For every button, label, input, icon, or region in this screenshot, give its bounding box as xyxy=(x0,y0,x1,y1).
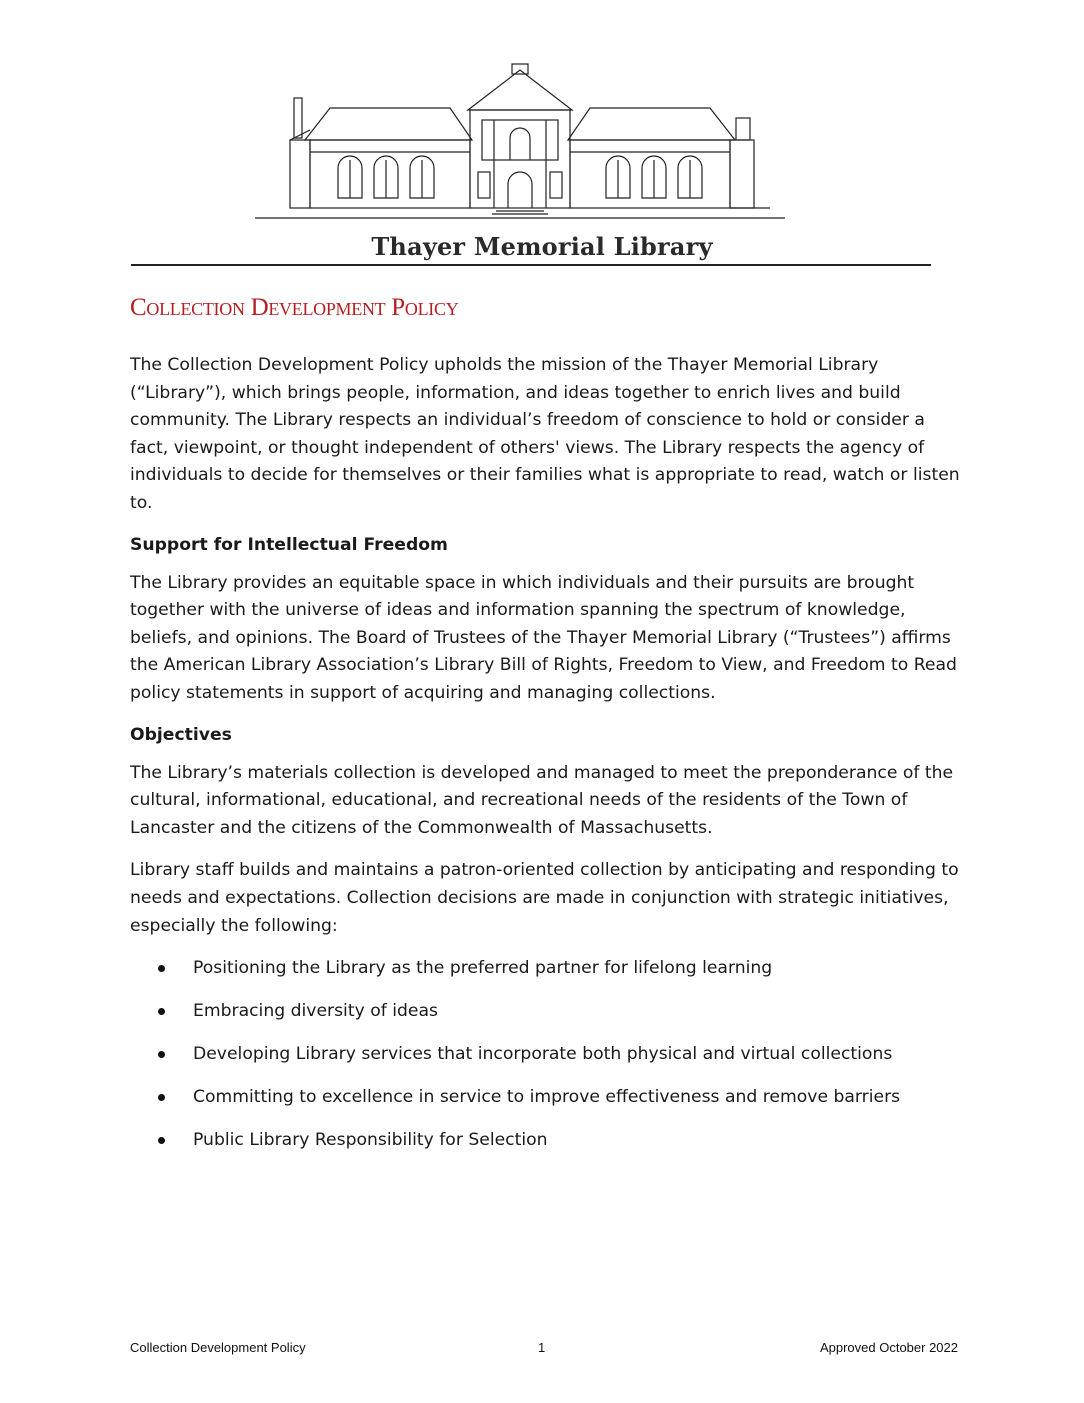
initiatives-list xyxy=(130,955,960,1155)
list-item xyxy=(130,955,960,983)
library-name: Thayer Memorial Library xyxy=(371,232,713,261)
list-item xyxy=(130,998,960,1026)
footer-approval-date: Approved October 2022 xyxy=(819,1340,958,1355)
list-item-text: Committing to excellence in service to improve effectiveness and remove barriers xyxy=(193,1087,901,1108)
bullet-icon xyxy=(158,1008,165,1015)
list-item-text: Developing Library services that incorporate both physical and virtual collections xyxy=(193,1044,893,1065)
library-building-illustration xyxy=(250,60,790,230)
footer-document-name: Collection Development Policy xyxy=(130,1340,306,1355)
intro-paragraph: The Collection Development Policy upholds the mission of the Thayer Memorial Library (“Library”), which brings people, information, and ideas together to enrich lives and build community. The Library respects an individual’s freedom of conscience to hold or consider a fact, viewpoint, or thought independent of others' views. The Library respects the agency of individuals to decide for themselves or their families what is appropriate to read, watch or listen to. xyxy=(130,355,960,513)
document-body xyxy=(130,352,960,1171)
footer-page-number: 1 xyxy=(538,1340,546,1355)
bullet-icon xyxy=(158,965,165,972)
bullet-icon xyxy=(158,1137,165,1144)
bullet-icon xyxy=(158,1051,165,1058)
section-paragraph: The Library’s materials collection is developed and managed to meet the preponderance of the cultural, informational, educational, and recreational needs of the residents of the Town of Lancaster and the citizens of the Commonwealth of Massachusetts. xyxy=(130,762,954,838)
bullet-icon xyxy=(158,1094,165,1101)
list-item xyxy=(130,1127,960,1155)
list-item xyxy=(130,1084,960,1112)
section-paragraph: Library staff builds and maintains a patron-oriented collection by anticipating and responding to needs and expectations. Collection decisions are made in conjunction with strategic initiatives, especially the following: xyxy=(130,860,959,936)
section-heading: Objectives xyxy=(130,724,232,745)
document-title: Collection Development Policy xyxy=(130,294,459,321)
list-item-text: Embracing diversity of ideas xyxy=(193,1001,438,1022)
section-paragraph: The Library provides an equitable space in which individuals and their pursuits are brought together with the universe of ideas and information spanning the spectrum of knowledge, beliefs, and opinions. The Board of Trustees of the Thayer Memorial Library (“Trustees”) affirms the American Library Association’s Library Bill of Rights, Freedom to View, and Freedom to Read policy statements in support of acquiring and managing collections. xyxy=(130,572,957,703)
list-item-text: Public Library Responsibility for Selection xyxy=(193,1130,548,1151)
list-item xyxy=(130,1041,960,1069)
header-divider xyxy=(131,264,931,266)
section-heading: Support for Intellectual Freedom xyxy=(130,534,448,555)
list-item-text: Positioning the Library as the preferred partner for lifelong learning xyxy=(193,958,773,979)
